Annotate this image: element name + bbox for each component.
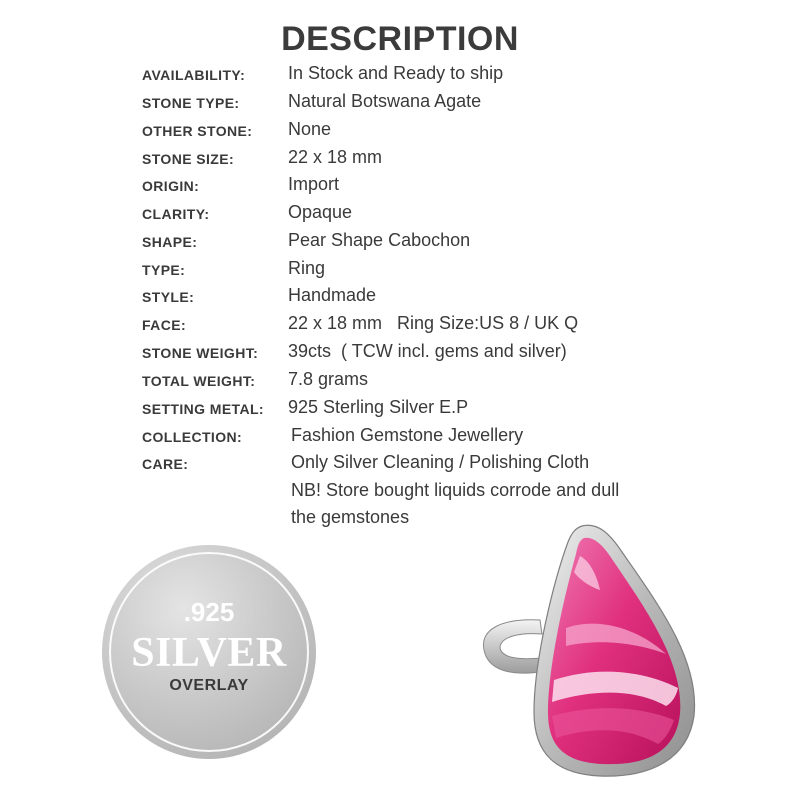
- spec-label: AVAILABILITY:: [142, 67, 246, 83]
- spec-value: Handmade: [288, 285, 377, 305]
- spec-value: 22 x 18 mm: [288, 147, 383, 167]
- spec-label: STONE WEIGHT:: [142, 345, 259, 361]
- badge-metal: SILVER: [131, 630, 287, 676]
- spec-row-total-weight: [142, 368, 742, 395]
- spec-value: 7.8 grams: [288, 369, 369, 389]
- spec-label: TYPE:: [142, 262, 186, 278]
- ring-shank: [483, 620, 542, 673]
- care-note-line: NB! Store bought liquids corrode and dull: [291, 479, 620, 500]
- spec-label: STYLE:: [142, 289, 195, 305]
- spec-label: CLARITY:: [142, 206, 210, 222]
- spec-value: Opaque: [288, 202, 353, 222]
- spec-label: TOTAL WEIGHT:: [142, 373, 256, 389]
- spec-value: Natural Botswana Agate: [288, 91, 482, 111]
- silver-overlay-badge: [102, 545, 316, 759]
- spec-row-origin: [142, 173, 742, 200]
- spec-value: 39cts ( TCW incl. gems and silver): [288, 341, 567, 361]
- spec-row-collection: [142, 424, 742, 451]
- ring-photo: [470, 520, 710, 790]
- spec-row-other-stone: [142, 118, 742, 145]
- spec-value: Only Silver Cleaning / Polishing Cloth: [291, 452, 590, 472]
- spec-value: Ring: [288, 258, 326, 278]
- spec-label: CARE:: [142, 456, 189, 472]
- spec-label: SETTING METAL:: [142, 401, 264, 417]
- spec-row-type: [142, 257, 742, 284]
- care-note-line: the gemstones: [291, 507, 410, 527]
- page-title: DESCRIPTION: [281, 20, 519, 58]
- spec-value: Import: [288, 174, 340, 194]
- spec-label: STONE SIZE:: [142, 151, 235, 167]
- spec-row-stone-size: [142, 146, 742, 173]
- spec-row-shape: [142, 229, 742, 256]
- spec-row-setting-metal: [142, 396, 742, 423]
- badge-type: OVERLAY: [169, 677, 249, 694]
- spec-label: COLLECTION:: [142, 429, 243, 445]
- spec-label: STONE TYPE:: [142, 95, 240, 111]
- spec-label: SHAPE:: [142, 234, 198, 250]
- spec-value: 925 Sterling Silver E.P: [288, 397, 469, 417]
- spec-row-style: [142, 284, 742, 311]
- spec-value: In Stock and Ready to ship: [288, 63, 504, 83]
- spec-label: FACE:: [142, 317, 186, 333]
- spec-row-stone-weight: [142, 340, 742, 367]
- spec-value: Pear Shape Cabochon: [288, 230, 471, 250]
- spec-row-face: [142, 312, 742, 339]
- spec-value: 22 x 18 mm Ring Size:US 8 / UK Q: [288, 313, 579, 333]
- spec-row-stone-type: [142, 90, 742, 117]
- spec-value: None: [288, 119, 332, 139]
- spec-label: ORIGIN:: [142, 178, 200, 194]
- spec-value: Fashion Gemstone Jewellery: [291, 425, 524, 445]
- spec-row-availability: [142, 62, 742, 89]
- spec-label: OTHER STONE:: [142, 123, 253, 139]
- spec-row-clarity: [142, 201, 742, 228]
- badge-number: .925: [183, 597, 235, 627]
